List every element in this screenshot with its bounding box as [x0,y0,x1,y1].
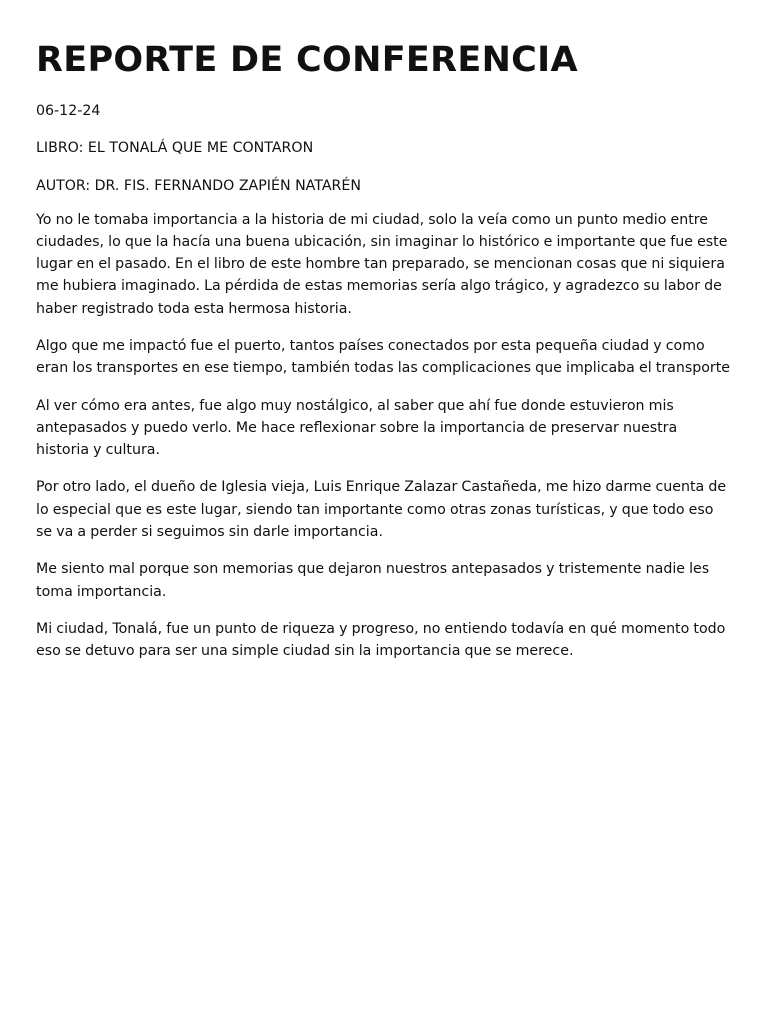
paragraph-5: Me siento mal porque son memorias que dejaron nuestros antepasados y tristemente nadie les toma importancia. [36,561,710,600]
document-title: REPORTE DE CONFERENCIA [36,40,578,80]
paragraph-6: Mi ciudad, Tonalá, fue un punto de riqueza y progreso, no entiendo todavía en qué momento todo eso se detuvo para ser una simple ciudad sin la importancia que se merece. [36,620,726,660]
paragraph-4: Por otro lado, el dueño de Iglesia vieja, Luis Enrique Zalazar Castañeda, me hizo darme cuenta de lo especial que es este lugar, siendo tan importante como otras zonas turísticas, y que todo eso se va a perder si seguimos sin darle importancia. [36,479,727,541]
author-line: AUTOR: DR. FIS. FERNANDO ZAPIÉN NATARÉN [36,177,361,194]
paragraph-1: Yo no le tomaba importancia a la historia de mi ciudad, solo la veía como un punto medio entre ciudades, lo que la hacía una buena ubicación, sin imaginar lo histórico e importante que fue este lugar en el pasado. En el libro de este hombre tan preparado, se mencionan cosas que ni siquiera me hubiera imaginado. La pérdida de estas memorias sería algo trágico, y agradezco su labor de haber registrado toda esta hermosa historia. [36,211,728,317]
document-date: 06-12-24 [36,102,101,119]
paragraph-2: Algo que me impactó fue el puerto, tantos países conectados por esta pequeña ciudad y como eran los transportes en ese tiempo, también todas las complicaciones que implicaba el transporte [36,337,731,377]
book-line: LIBRO: EL TONALÁ QUE ME CONTARON [36,139,314,156]
paragraph-3: Al ver cómo era antes, fue algo muy nostálgico, al saber que ahí fue donde estuvieron mis antepasados y puedo verlo. Me hace reflexionar sobre la importancia de preservar nuestra historia y cultura. [36,397,678,459]
document-body [36,209,732,663]
